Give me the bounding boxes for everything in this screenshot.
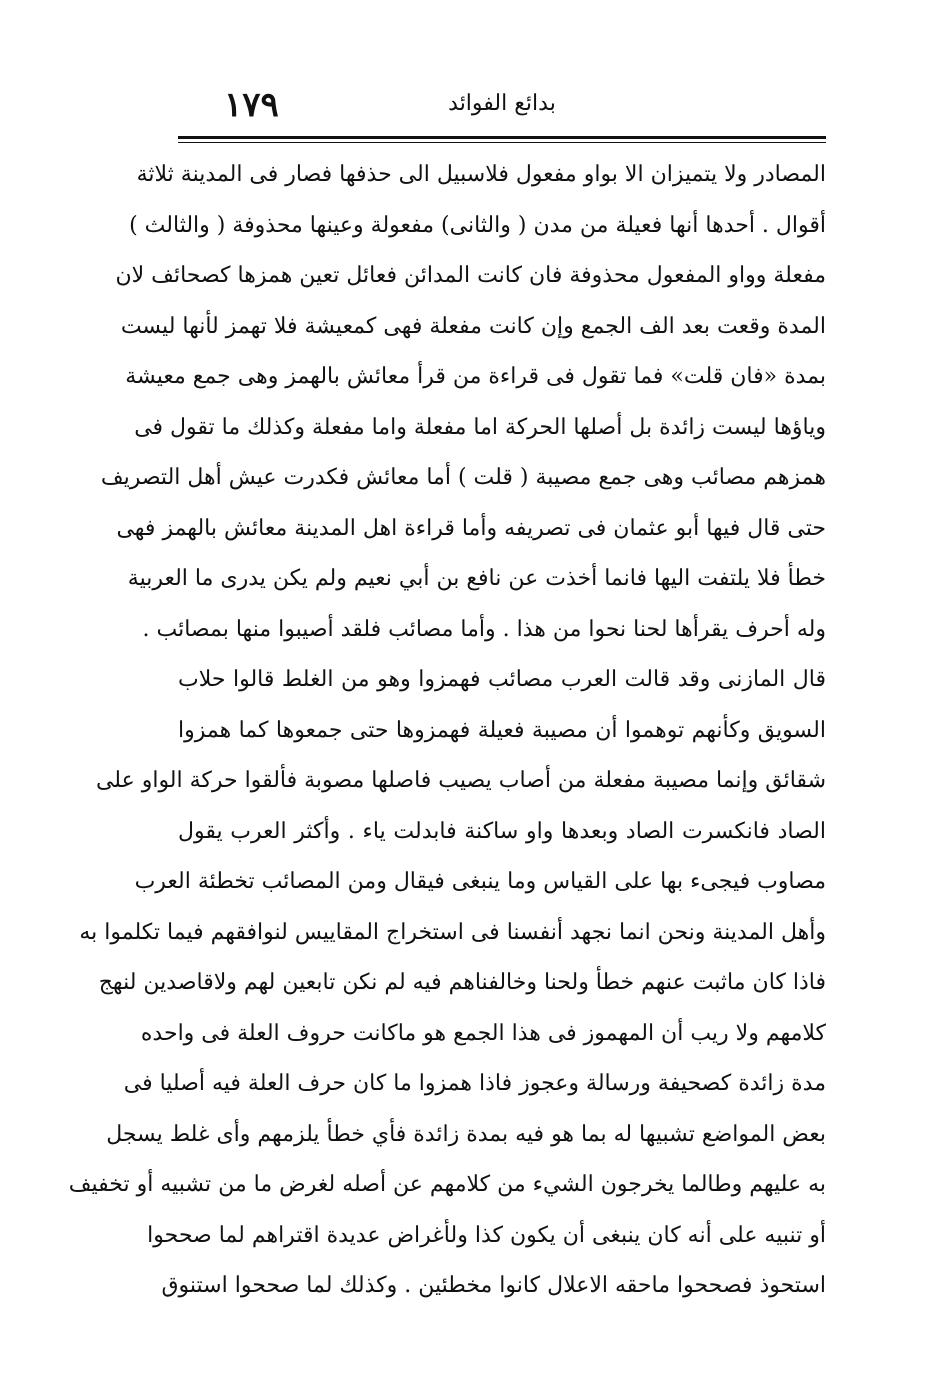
text-line: همزهم مصائب وهى جمع مصيبة ( قلت ) أما معائش فكدرت عيش أهل التصريف [100,465,826,490]
text-line: بعض المواضع تشبيها له بما هو فيه بمدة زائدة فأي خطأ يلزمهم وأى غلط يسجل [106,1121,826,1147]
text-line: بمدة «فان قلت» فما تقول فى قراءة من قرأ معائش بالهمز وهى جمع معيشة [125,364,826,389]
text-line: وأهل المدينة ونحن انما نجهد أنفسنا فى استخراج المقاييس لنوافقهم فيما تكلموا به [79,919,826,945]
text-line: قال المازنى وقد قالت العرب مصائب فهمزوا وهو من الغلط قالوا حلاب [178,667,826,692]
text-line: خطأ فلا يلتفت اليها فانما أخذت عن نافع بن أبي نعيم ولم يكن يدرى ما العربية [127,566,826,591]
body-text [68,152,826,1314]
text-line: مصاوب فيجىء بها على القياس وما ينبغى فيقال ومن المصائب تخطئة العرب [134,869,826,894]
text-line: استحوذ فصححوا ماحقه الاعلال كانوا مخطئين . وكذلك لما صححوا استنوق [161,1273,826,1298]
text-line: وياؤها ليست زائدة بل أصلها الحركة اما مفعلة واما مفعلة وكذلك ما تقول فى [134,414,826,440]
text-line: المدة وقعت بعد الف الجمع وإن كانت مفعلة فهى كمعيشة فلا تهمز لأنها ليست [120,313,826,339]
text-line: مدة زائدة كصحيفة ورسالة وعجوز فاذا همزوا ما كان حرف العلة فيه أصليا فى [123,1071,826,1096]
text-line: به عليهم وطالما يخرجون الشيء من كلامهم عن أصله لغرض ما من تشبيه أو تخفيف [68,1172,826,1197]
page-number: ١٧٩ [224,85,279,125]
text-line: وله أحرف يقرأها لحنا نحوا من هذا . وأما مصائب فلقد أصيبوا منها بمصائب . [142,616,826,642]
text-line: أقوال . أحدها أنها فعيلة من مدن ( والثانى) مفعولة وعينها محذوفة ( والثالث ) [129,212,826,238]
header-rule [178,136,826,143]
text-line: شقائق وإنما مصيبة مفعلة من أصاب يصيب فاصلها مصوبة فألقوا حركة الواو على [95,768,826,793]
page-header [178,80,826,130]
text-line: الصاد فانكسرت الصاد وبعدها واو ساكنة فابدلت ياء . وأكثر العرب يقول [178,818,826,844]
text-line: كلامهم ولا ريب أن المهموز فى هذا الجمع هو ماكانت حروف العلة فى واحده [140,1020,826,1046]
text-line: السويق وكأنهم توهموا أن مصيبة فعيلة فهمزوها حتى جمعوها كما همزوا [178,717,826,743]
text-line: فاذا كان ماثبت عنهم خطأ ولحنا وخالفناهم فيه لم نكن تابعين لهم ولاقاصدين لنهج [98,970,826,995]
text-line: المصادر ولا يتميزان الا بواو مفعول فلاسبيل الى حذفها فصار فى المدينة ثلاثة [136,162,826,187]
text-line: مفعلة وواو المفعول محذوفة فان كانت المدائن فعائل تعين همزها كصحائف لان [115,263,826,288]
text-line: حتى قال فيها أبو عثمان فى تصريفه وأما قراءة اهل المدينة معائش بالهمز فهى [116,515,826,541]
book-title: بدائع الفوائد [448,91,556,116]
text-line: أو تنبيه على أنه كان ينبغى أن يكون كذا ولأغراض عديدة اقتراهم لما صححوا [147,1222,826,1248]
